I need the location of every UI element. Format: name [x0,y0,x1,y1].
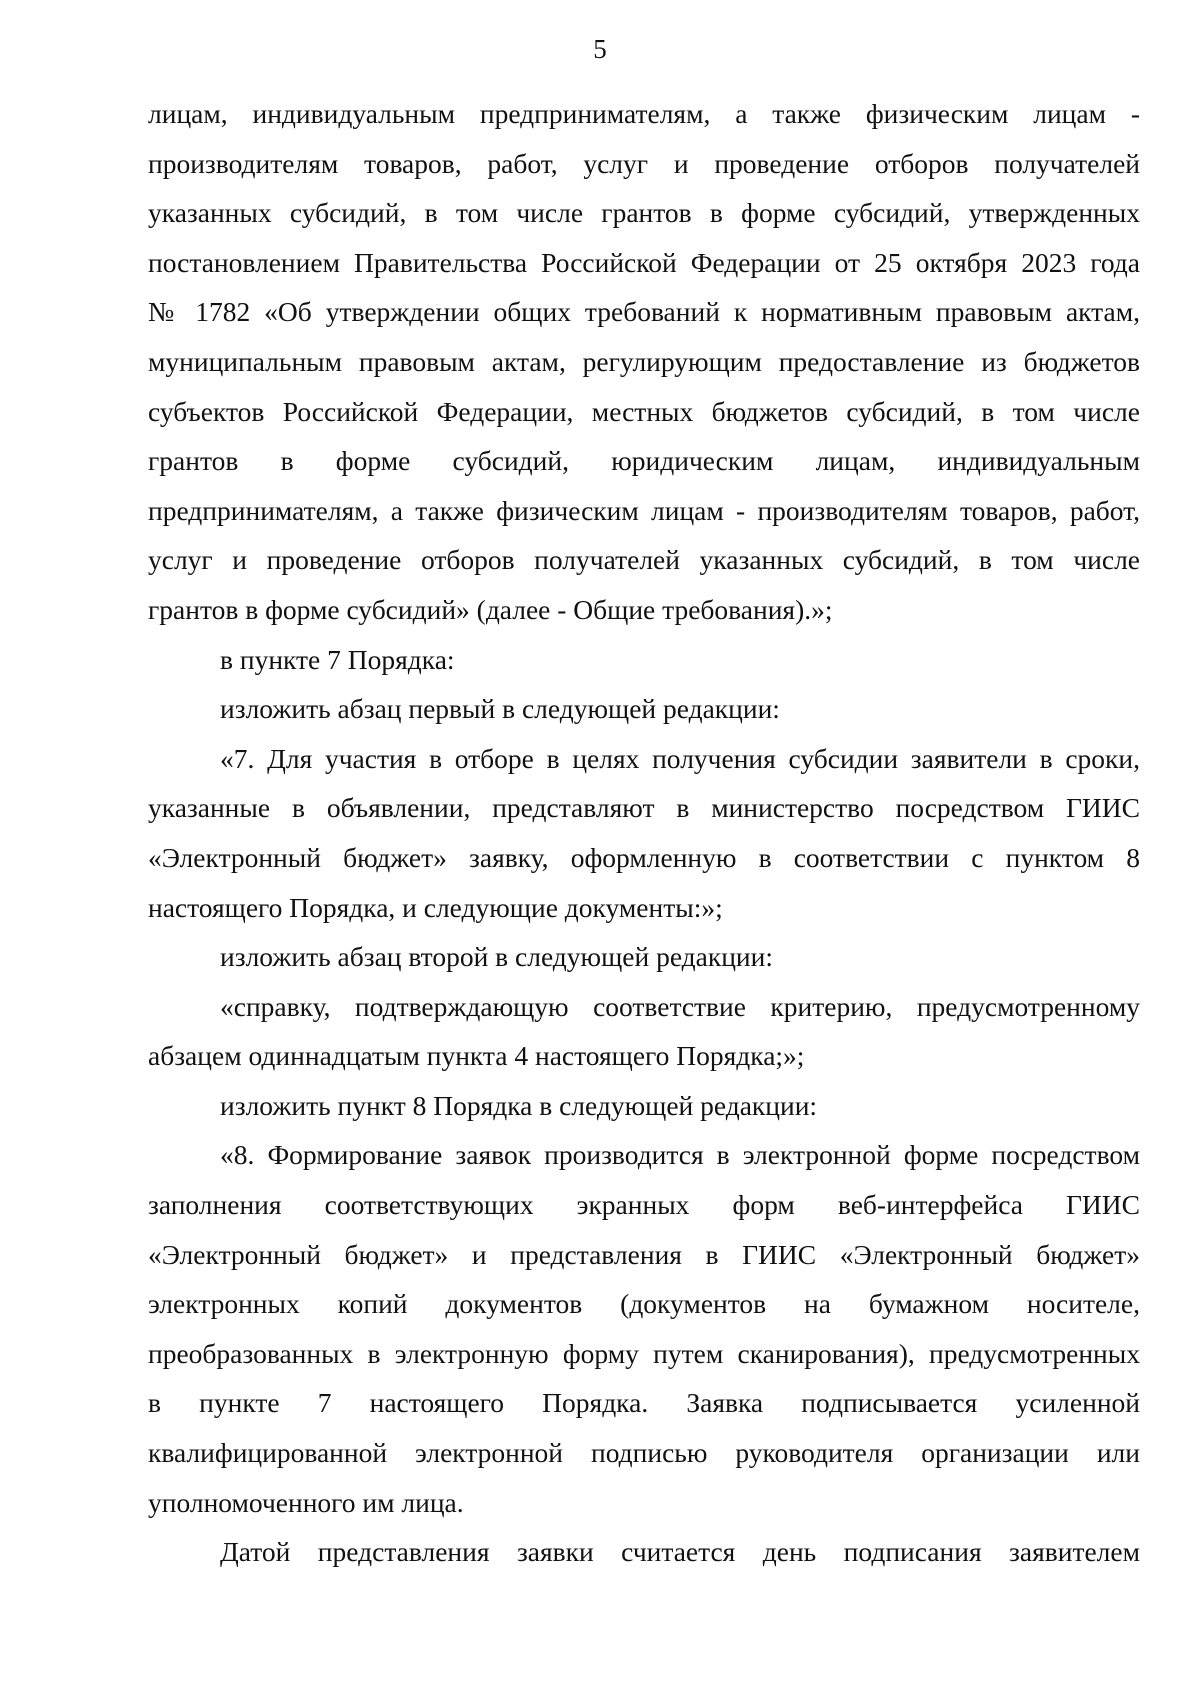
text-line: грантов в форме субсидий, юридическим лицам, индивидуальным [148,445,1140,477]
text-line: постановлением Правительства Российской Федерации от 25 октября 2023 года [148,246,1140,278]
text-line: преобразованных в электронную форму путем сканирования), предусмотренных [148,1337,1140,1369]
text-line: указанные в объявлении, представляют в министерство посредством ГИИС [148,792,1140,824]
text-line: «8. Формирование заявок производится в электронной форме посредством [220,1139,1140,1171]
text-line: муниципальным правовым актам, регулирующим предоставление из бюджетов [148,345,1140,377]
text-line: в пункте 7 Порядка: [220,643,455,675]
text-line: уполномоченного им лица. [148,1486,464,1518]
text-line: квалифицированной электронной подписью руководителя организации или [148,1437,1140,1469]
page-number: 5 [593,34,607,64]
text-line: «7. Для участия в отборе в целях получения субсидии заявители в сроки, [220,742,1140,774]
text-line: изложить абзац первый в следующей редакции: [220,693,780,725]
text-line: производителям товаров, работ, услуг и проведение отборов получателей [148,147,1140,179]
text-line: изложить пункт 8 Порядка в следующей редакции: [220,1089,818,1121]
text-line: Датой представления заявки считается день подписания заявителем [220,1536,1140,1568]
text-line: заполнения соответствующих экранных форм веб-интерфейса ГИИС [148,1189,1140,1221]
text-line: лицам, индивидуальным предпринимателям, а также физическим лицам - [148,98,1140,129]
text-line: грантов в форме субсидий» (далее - Общие требования).»; [148,593,833,625]
text-line: «справку, подтверждающую соответствие критерию, предусмотренному [220,990,1140,1022]
text-line: субъектов Российской Федерации, местных бюджетов субсидий, в том числе [148,395,1140,427]
text-line: изложить абзац второй в следующей редакции: [220,941,774,973]
text-line: электронных копий документов (документов на бумажном носителе, [148,1288,1140,1320]
text-line: настоящего Порядка, и следующие документы:»; [148,891,723,923]
document-body [148,89,1140,1577]
text-line: предпринимателям, а также физическим лицам - производителям товаров, работ, [148,494,1140,526]
text-line: № 1782 «Об утверждении общих требований к нормативным правовым актам, [148,296,1140,328]
text-line: «Электронный бюджет» и представления в ГИИС «Электронный бюджет» [148,1238,1140,1270]
text-line: «Электронный бюджет» заявку, оформленную в соответствии с пунктом 8 [148,841,1140,873]
text-line: указанных субсидий, в том числе грантов в форме субсидий, утвержденных [148,197,1140,229]
text-line: абзацем одиннадцатым пункта 4 настоящего Порядка;»; [148,1040,805,1072]
text-line: услуг и проведение отборов получателей указанных субсидий, в том числе [148,544,1140,576]
text-line: в пункте 7 настоящего Порядка. Заявка подписывается усиленной [148,1387,1140,1419]
